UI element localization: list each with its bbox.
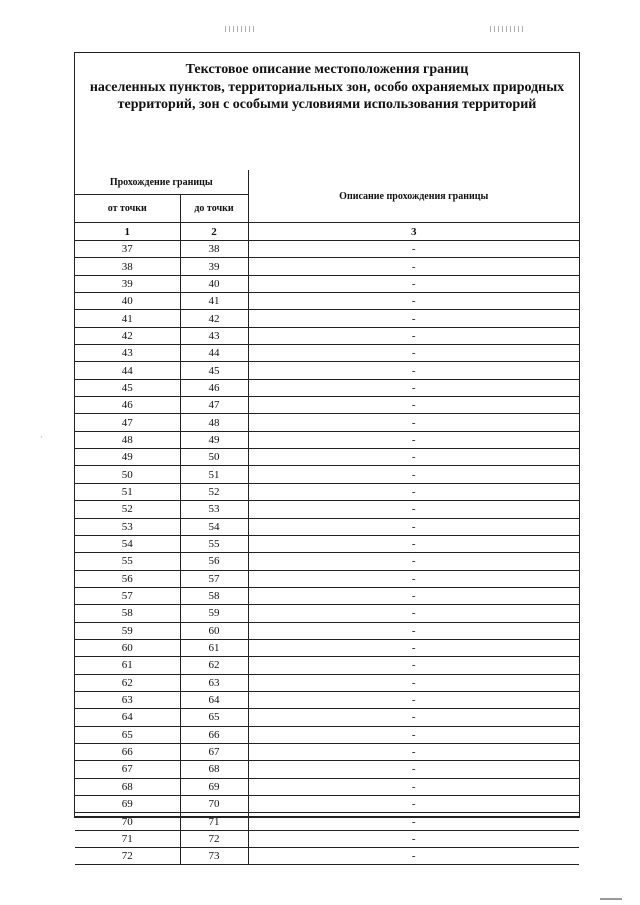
table-row [75, 761, 579, 778]
table-row [75, 830, 579, 847]
description-cell: - [248, 553, 579, 570]
table-row [75, 258, 579, 275]
description-cell: - [248, 241, 579, 258]
from-point-cell: 67 [75, 761, 180, 778]
from-point-cell: 42 [75, 327, 180, 344]
description-cell: - [248, 483, 579, 500]
table-row [75, 848, 579, 865]
to-point-cell: 59 [180, 605, 248, 622]
description-cell: - [248, 622, 579, 639]
from-point-cell: 41 [75, 310, 180, 327]
table-row [75, 449, 579, 466]
description-cell: - [248, 414, 579, 431]
table-row [75, 726, 579, 743]
to-point-cell: 40 [180, 275, 248, 292]
to-point-cell: 57 [180, 570, 248, 587]
description-cell: - [248, 709, 579, 726]
boundary-table [75, 170, 579, 865]
table-row [75, 275, 579, 292]
to-point-cell: 54 [180, 518, 248, 535]
from-point-cell: 58 [75, 605, 180, 622]
description-cell: - [248, 345, 579, 362]
to-point-cell: 49 [180, 431, 248, 448]
to-point-cell: 67 [180, 743, 248, 760]
to-point-cell: 58 [180, 587, 248, 604]
to-point-cell: 51 [180, 466, 248, 483]
table-body [75, 241, 579, 865]
from-point-cell: 38 [75, 258, 180, 275]
to-point-cell: 56 [180, 553, 248, 570]
table-row [75, 310, 579, 327]
table-row [75, 639, 579, 656]
description-cell: - [248, 726, 579, 743]
title-line-2: населенных пунктов, территориальных зон, особо охраняемых природных [89, 79, 565, 95]
table-row [75, 674, 579, 691]
table-row [75, 518, 579, 535]
scan-artifact-right [490, 26, 526, 32]
description-cell: - [248, 691, 579, 708]
description-cell: - [248, 778, 579, 795]
description-cell: - [248, 327, 579, 344]
from-point-cell: 47 [75, 414, 180, 431]
header-to-point: до точки [180, 195, 248, 223]
table-row [75, 414, 579, 431]
description-cell: - [248, 293, 579, 310]
table-row [75, 709, 579, 726]
column-number-2: 2 [180, 223, 248, 241]
description-cell: - [248, 518, 579, 535]
from-point-cell: 65 [75, 726, 180, 743]
table-row [75, 379, 579, 396]
from-point-cell: 56 [75, 570, 180, 587]
table-row [75, 657, 579, 674]
description-cell: - [248, 761, 579, 778]
to-point-cell: 61 [180, 639, 248, 656]
table-row [75, 778, 579, 795]
description-cell: - [248, 379, 579, 396]
table-row [75, 570, 579, 587]
to-point-cell: 64 [180, 691, 248, 708]
to-point-cell: 52 [180, 483, 248, 500]
to-point-cell: 41 [180, 293, 248, 310]
description-cell: - [248, 796, 579, 813]
from-point-cell: 69 [75, 796, 180, 813]
description-cell: - [248, 275, 579, 292]
from-point-cell: 61 [75, 657, 180, 674]
from-point-cell: 52 [75, 501, 180, 518]
description-cell: - [248, 258, 579, 275]
to-point-cell: 55 [180, 535, 248, 552]
to-point-cell: 60 [180, 622, 248, 639]
from-point-cell: 48 [75, 431, 180, 448]
table-row [75, 293, 579, 310]
from-point-cell: 54 [75, 535, 180, 552]
description-cell: - [248, 431, 579, 448]
from-point-cell: 46 [75, 397, 180, 414]
title-line-3: территорий, зон с особыми условиями использования территорий [117, 97, 537, 112]
to-point-cell: 47 [180, 397, 248, 414]
to-point-cell: 73 [180, 848, 248, 865]
to-point-cell: 71 [180, 813, 248, 830]
to-point-cell: 38 [180, 241, 248, 258]
from-point-cell: 71 [75, 830, 180, 847]
to-point-cell: 43 [180, 327, 248, 344]
table-row [75, 535, 579, 552]
document-title [75, 61, 579, 114]
to-point-cell: 42 [180, 310, 248, 327]
description-cell: - [248, 397, 579, 414]
from-point-cell: 57 [75, 587, 180, 604]
description-cell: - [248, 449, 579, 466]
to-point-cell: 46 [180, 379, 248, 396]
description-cell: - [248, 466, 579, 483]
scan-artifact-corner [600, 898, 622, 900]
to-point-cell: 62 [180, 657, 248, 674]
header-from-point: от точки [75, 195, 180, 223]
description-cell: - [248, 830, 579, 847]
description-cell: - [248, 743, 579, 760]
table-row [75, 796, 579, 813]
from-point-cell: 64 [75, 709, 180, 726]
from-point-cell: 49 [75, 449, 180, 466]
from-point-cell: 37 [75, 241, 180, 258]
from-point-cell: 51 [75, 483, 180, 500]
from-point-cell: 40 [75, 293, 180, 310]
from-point-cell: 63 [75, 691, 180, 708]
from-point-cell: 45 [75, 379, 180, 396]
table-row [75, 813, 579, 830]
from-point-cell: 50 [75, 466, 180, 483]
to-point-cell: 45 [180, 362, 248, 379]
to-point-cell: 70 [180, 796, 248, 813]
table-row [75, 691, 579, 708]
description-cell: - [248, 587, 579, 604]
table-row [75, 553, 579, 570]
from-point-cell: 70 [75, 813, 180, 830]
to-point-cell: 44 [180, 345, 248, 362]
to-point-cell: 48 [180, 414, 248, 431]
to-point-cell: 63 [180, 674, 248, 691]
description-cell: - [248, 310, 579, 327]
header-description: Описание прохождения границы [248, 170, 579, 223]
table-row [75, 605, 579, 622]
table-row [75, 241, 579, 258]
column-number-3: 3 [248, 223, 579, 241]
description-cell: - [248, 605, 579, 622]
table-row [75, 397, 579, 414]
from-point-cell: 68 [75, 778, 180, 795]
scan-speck: · [40, 433, 43, 442]
to-point-cell: 50 [180, 449, 248, 466]
from-point-cell: 66 [75, 743, 180, 760]
column-number-1: 1 [75, 223, 180, 241]
from-point-cell: 59 [75, 622, 180, 639]
from-point-cell: 39 [75, 275, 180, 292]
description-cell: - [248, 501, 579, 518]
table-row [75, 466, 579, 483]
table-row [75, 587, 579, 604]
description-cell: - [248, 570, 579, 587]
table-row [75, 431, 579, 448]
title-line-1: Текстовое описание местоположения границ [185, 62, 469, 77]
table-row [75, 743, 579, 760]
to-point-cell: 65 [180, 709, 248, 726]
from-point-cell: 55 [75, 553, 180, 570]
table-row [75, 622, 579, 639]
table-row [75, 327, 579, 344]
header-boundary-passage: Прохождение границы [75, 170, 248, 195]
to-point-cell: 39 [180, 258, 248, 275]
table-row [75, 362, 579, 379]
description-cell: - [248, 848, 579, 865]
description-cell: - [248, 362, 579, 379]
from-point-cell: 72 [75, 848, 180, 865]
description-cell: - [248, 639, 579, 656]
description-cell: - [248, 813, 579, 830]
description-cell: - [248, 657, 579, 674]
from-point-cell: 62 [75, 674, 180, 691]
description-cell: - [248, 535, 579, 552]
description-cell: - [248, 674, 579, 691]
document-frame [74, 52, 580, 863]
from-point-cell: 44 [75, 362, 180, 379]
table-row [75, 483, 579, 500]
to-point-cell: 66 [180, 726, 248, 743]
from-point-cell: 60 [75, 639, 180, 656]
to-point-cell: 53 [180, 501, 248, 518]
to-point-cell: 68 [180, 761, 248, 778]
to-point-cell: 69 [180, 778, 248, 795]
to-point-cell: 72 [180, 830, 248, 847]
table-row [75, 501, 579, 518]
from-point-cell: 43 [75, 345, 180, 362]
from-point-cell: 53 [75, 518, 180, 535]
table-row [75, 345, 579, 362]
scan-artifact-left [225, 26, 255, 32]
